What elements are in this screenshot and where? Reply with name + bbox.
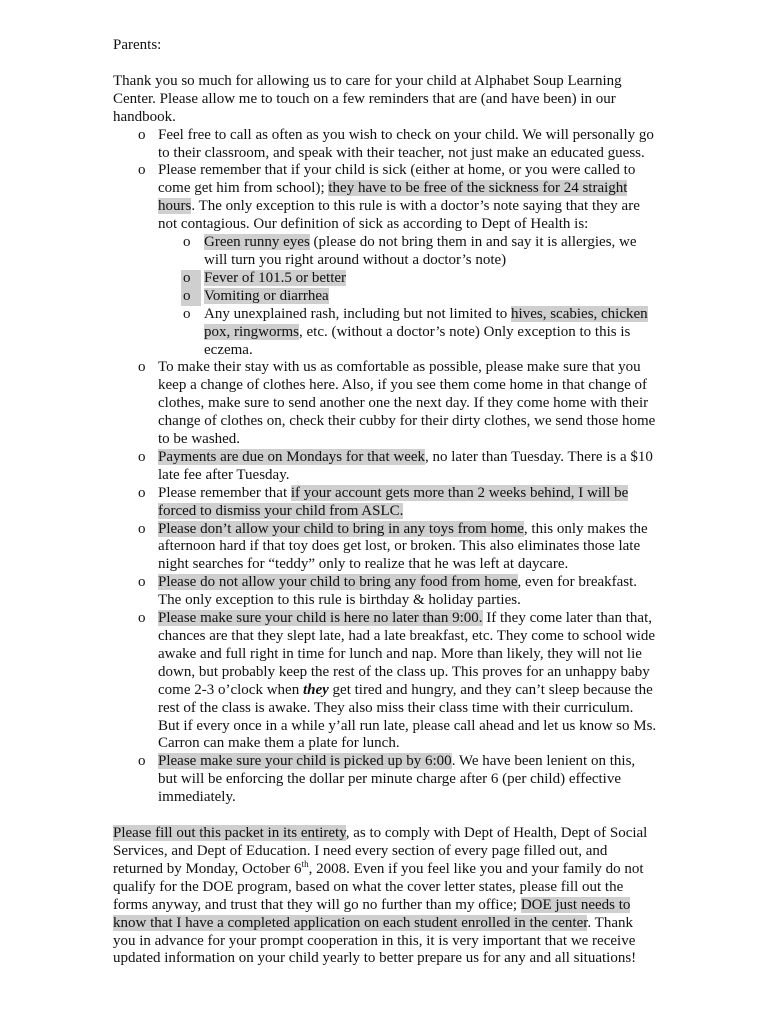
reminder-list bbox=[113, 127, 658, 807]
eyes-text: (please do not bring them in and say it is allergies, we will turn you right around without a doctor’s note) bbox=[204, 234, 637, 268]
pickup-text: . We have been lenient on this, but will be enforcing the dollar per minute charge after 6 (per child) effective immediately. bbox=[158, 753, 636, 806]
account-highlight: if your account gets more than 2 weeks behind, I will be forced to dismiss your child from ASLC. bbox=[158, 484, 629, 519]
arrival-emphasis: they bbox=[302, 681, 329, 698]
sick-definition-list bbox=[158, 234, 658, 359]
letter bbox=[113, 37, 658, 968]
closing-text-b: , 2008. Even if you feel like you and your family do not qualify for the DOE program, based on what the cover letter states, please fill out the forms anyway, and trust that they will go no further than my office; bbox=[113, 860, 644, 913]
closing-text-a: , as to comply with Dept of Health, Dept of Social Services, and Dept of Education. I need every section of every page filled out, and returned by Monday, October 6 bbox=[113, 825, 648, 877]
intro-paragraph: Thank you so much for allowing us to care for your child at Alphabet Soup Learning Center. Please allow me to touch on a few reminders that are (and have been) in our handbook. bbox=[113, 72, 622, 125]
sick-highlight: they have to be free of the sickness for 24 straight hours bbox=[158, 180, 628, 215]
sick-item-eyes bbox=[158, 234, 658, 270]
list-item-arrival-time bbox=[113, 610, 658, 753]
fever-text: Fever of 101.5 or better bbox=[204, 269, 347, 286]
list-item-account bbox=[113, 485, 658, 521]
food-highlight: Please do not allow your child to bring any food from home bbox=[158, 574, 518, 591]
list-item-clothes bbox=[113, 359, 658, 449]
closing-text-c: . Thank you in advance for your prompt cooperation in this, it is very important that we receive updated information on your child yearly to better prepare us for any and all situations! bbox=[113, 914, 637, 967]
date-ordinal: th bbox=[301, 858, 309, 869]
list-item-sick bbox=[113, 162, 658, 359]
closing-highlight-1: Please fill out this packet in its entirety bbox=[113, 825, 346, 842]
closing-highlight-2: DOE just needs to know that I have a completed application on each student enrolled in the center bbox=[113, 896, 631, 931]
call-text: Feel free to call as often as you wish to check on your child. We will personally go to their classroom, and speak with their teacher, not just make an educated guess. bbox=[158, 126, 654, 161]
arrival-text-b: get tired and hungry, and they can’t sleep because the rest of the class is awake. They also miss their class time with their curriculum. But if every once in a while y’all run late, please call ahead and let us know so Ms. Carron can make them a plate for lunch. bbox=[158, 681, 657, 752]
pickup-highlight: Please make sure your child is picked up by 6:00 bbox=[158, 753, 452, 770]
food-text: , even for breakfast. The only exception to this rule is birthday & holiday parties. bbox=[158, 574, 638, 609]
toys-text: , this only makes the afternoon hard if that toy does get lost, or broken. This also eliminates those late night searches for “teddy” only to realize that he was left at daycare. bbox=[158, 520, 648, 573]
eyes-highlight: Green runny eyes bbox=[204, 234, 310, 251]
sick-item-fever bbox=[158, 270, 658, 288]
payments-text: , no later than Tuesday. There is a $10 late fee after Tuesday. bbox=[158, 448, 653, 483]
payments-highlight: Payments are due on Mondays for that week bbox=[158, 448, 426, 465]
list-item-payments bbox=[113, 449, 658, 485]
sick-text-b: . The only exception to this rule is with a doctor’s note saying that they are not contagious. Our definition of sick as according to Dept of Health is: bbox=[158, 198, 640, 233]
arrival-highlight: Please make sure your child is here no later than 9:00. bbox=[158, 610, 483, 627]
arrival-text-a: If they come later than that, chances are that they slept late, had a late breakfast, etc. They come to school wide awake and full right in time for lunch and nap. More than likely, they will not lie down, but probably keep the rest of the class up. This proves for an unhappy baby come 2-3 o’clock when bbox=[158, 610, 656, 698]
clothes-text: To make their stay with us as comfortable as possible, please make sure that you keep a change of clothes here. Also, if you see them come home in that change of clothes, make sure to send another one the next day. If they come home with their change of clothes on, check their cubby for their dirty clothes, we send those home to be washed. bbox=[158, 359, 656, 448]
greeting: Parents: bbox=[113, 37, 162, 53]
account-text: Please remember that bbox=[158, 484, 291, 501]
list-item-food bbox=[113, 574, 658, 610]
vomit-text: Vomiting or diarrhea bbox=[204, 287, 329, 304]
closing-paragraph bbox=[113, 825, 658, 968]
rash-highlight: hives, scabies, chicken pox, ringworms bbox=[204, 305, 648, 340]
list-item-pickup bbox=[113, 753, 658, 807]
rash-text-a: Any unexplained rash, including but not limited to bbox=[204, 305, 512, 322]
sick-item-rash bbox=[158, 306, 658, 360]
rash-text-b: , etc. (without a doctor’s note) Only exception to this is eczema. bbox=[204, 323, 631, 358]
list-item-toys bbox=[113, 521, 658, 575]
sick-item-vomit bbox=[158, 288, 658, 306]
list-item-call bbox=[113, 127, 658, 163]
sick-text-a: Please remember that if your child is sick (either at home, or you were called to come get him from school); bbox=[158, 162, 636, 197]
toys-highlight: Please don’t allow your child to bring in any toys from home bbox=[158, 520, 524, 537]
